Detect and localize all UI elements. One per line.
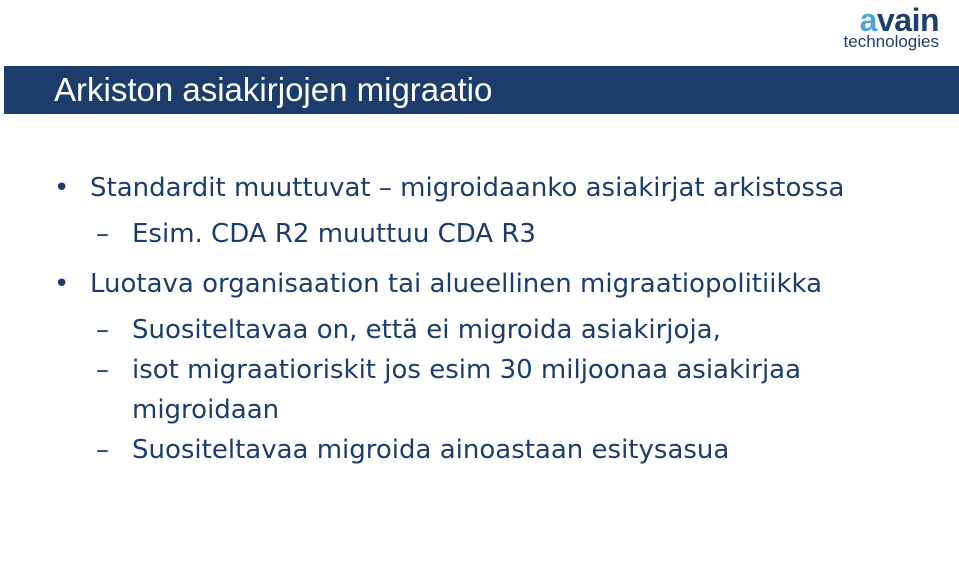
bullet-dot-icon: •	[54, 173, 70, 203]
bullet-text: Luotava organisaation tai alueellinen migraatiopolitiikka	[90, 269, 823, 299]
dash-marker: –	[96, 435, 109, 465]
sub-bullet-text: Suositeltavaa on, että ei migroida asiakirjoja,	[132, 315, 721, 345]
logo-accent-letter: a	[859, 2, 877, 38]
dash-marker: –	[96, 355, 109, 385]
slide-content	[0, 168, 959, 470]
sub-bullet-item	[0, 310, 932, 350]
bullet-item	[0, 168, 890, 208]
sub-bullet-item	[0, 350, 932, 430]
logo-wordmark-rest: vain	[876, 2, 939, 38]
sub-bullet-text: Suositeltavaa migroida ainoastaan esitysasua	[132, 435, 730, 465]
sub-bullet-text: Esim. CDA R2 muuttuu CDA R3	[132, 219, 536, 249]
sub-bullet-item	[0, 430, 932, 470]
sub-bullet-item	[0, 214, 932, 254]
sub-bullet-text: isot migraatioriskit jos esim 30 miljoonaa asiakirjaa migroidaan	[132, 355, 802, 425]
slide-title: Arkiston asiakirjojen migraatio	[54, 71, 493, 108]
title-bar	[4, 66, 959, 114]
avain-technologies-logo	[844, 4, 939, 50]
logo-tagline: technologies	[843, 32, 939, 51]
dash-marker: –	[96, 315, 109, 345]
bullet-dot-icon: •	[54, 269, 70, 299]
bullet-item	[0, 264, 890, 304]
bullet-text: Standardit muuttuvat – migroidaanko asiakirjat arkistossa	[90, 173, 845, 203]
dash-marker: –	[96, 219, 109, 249]
